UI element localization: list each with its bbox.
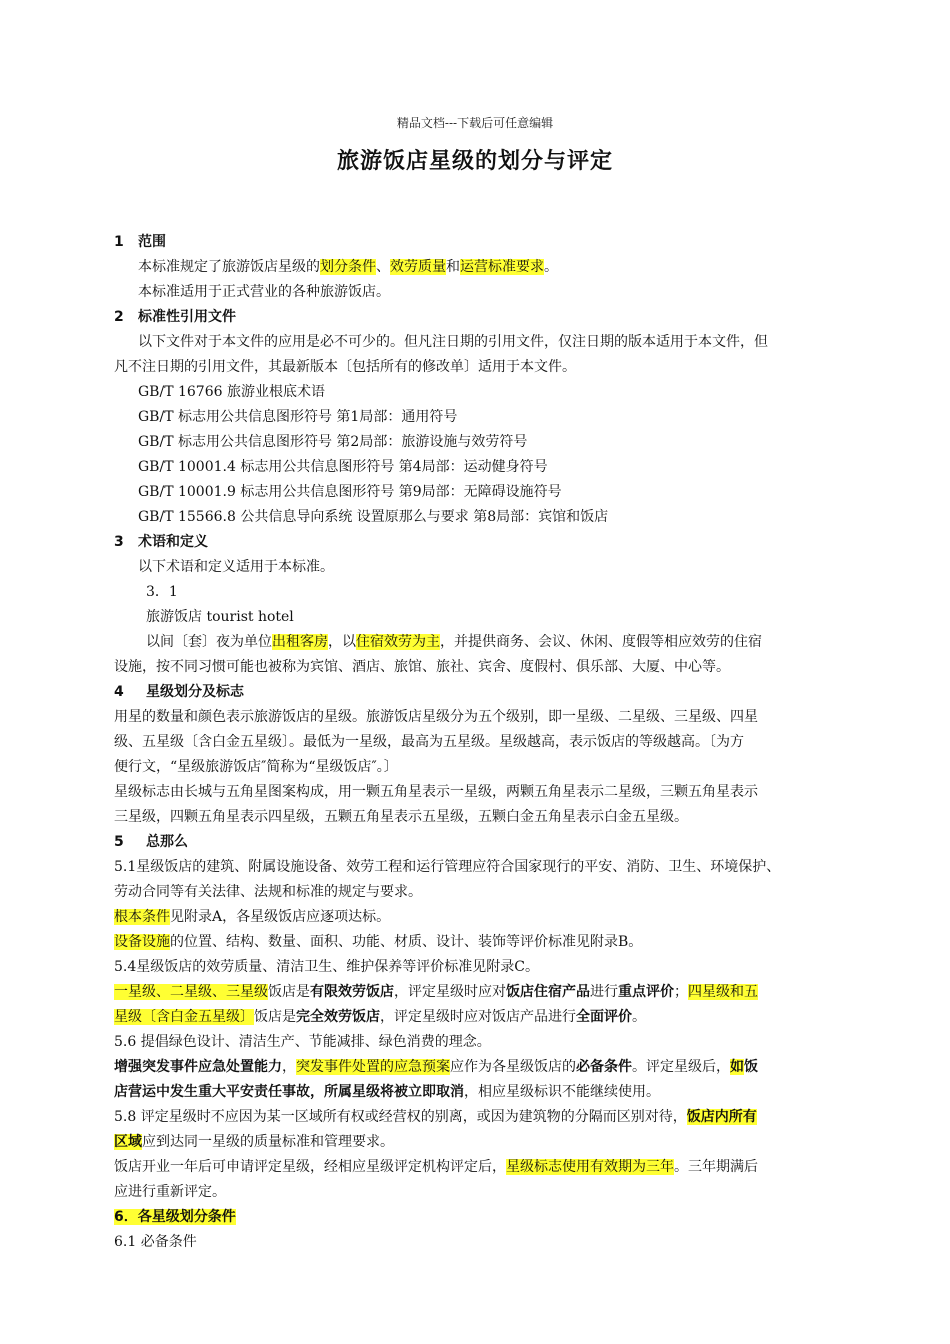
clause-5-8-line-1: 5.8 评定星级时不应因为某一区域所有权或经营权的别离，或因为建筑物的分隔而区别对待，饭店内所有 (114, 1109, 757, 1125)
clause-5-9-line-2: 应进行重新评定。 (114, 1184, 226, 1200)
clause-5-4: 5.4星级饭店的效劳质量、清洁卫生、维护保养等评价标准见附录C。 (114, 959, 539, 975)
reference-item: GB/T 15566.8 公共信息导向系统 设置原那么与要求 第8局部：宾馆和饭店 (138, 509, 609, 525)
section-4-heading: 4 星级划分及标志 (114, 684, 244, 700)
term-definition-line-1: 以间〔套〕夜为单位出租客房，以住宿效劳为主，并提供商务、会议、休闲、度假等相应效劳的住宿 (146, 634, 762, 650)
clause-5-5-line-2: 星级〔含白金五星级〕饭店是完全效劳饭店，评定星级时应对饭店产品进行全面评价。 (114, 1009, 646, 1025)
section-6-heading: 6．各星级划分条件 (114, 1209, 236, 1225)
clause-5-1-line-2: 劳动合同等有关法律、法规和标准的规定与要求。 (114, 884, 422, 900)
section-1-para-2: 本标准适用于正式营业的各种旅游饭店。 (138, 284, 390, 300)
clause-5-5-line-1: 一星级、二星级、三星级饭店是有限效劳饭店，评定星级时应对饭店住宿产品进行重点评价；四星级和五 (114, 984, 758, 1000)
document-title: 旅游饭店星级的划分与评定 (336, 149, 613, 174)
reference-item: GB/T 标志用公共信息图形符号 第1局部：通用符号 (138, 409, 458, 425)
section-3-heading: 3 术语和定义 (114, 534, 208, 550)
reference-item: GB/T 16766 旅游业根底术语 (138, 384, 325, 400)
section-5-heading: 5 总那么 (114, 834, 188, 850)
section-1-para-1: 本标准规定了旅游饭店星级的划分条件、效劳质量和运营标准要求。 (138, 259, 558, 275)
section-2-para-line-2: 凡不注日期的引用文件，其最新版本〔包括所有的修改单〕适用于本文件。 (114, 359, 576, 375)
section-3-intro: 以下术语和定义适用于本标准。 (138, 559, 334, 575)
section-4-line-4: 星级标志由长城与五角星图案构成，用一颗五角星表示一星级，两颗五角星表示二星级，三颗五角星表示 (114, 784, 758, 800)
section-1-heading: 1 范围 (114, 234, 166, 250)
section-4-line-5: 三星级，四颗五角星表示四星级，五颗五角星表示五星级，五颗白金五角星表示白金五星级。 (114, 809, 688, 825)
clause-5-8-line-2: 区域应到达同一星级的质量标准和管理要求。 (114, 1134, 394, 1150)
section-2-heading: 2 标准性引用文件 (114, 309, 236, 325)
clause-5-7-line-1: 增强突发事件应急处置能力，突发事件处置的应急预案应作为各星级饭店的必备条件。评定星级后，如饭 (114, 1059, 758, 1075)
clause-5-7-line-2: 店营运中发生重大平安责任事故，所属星级将被立即取消，相应星级标识不能继续使用。 (114, 1084, 660, 1100)
reference-item: GB/T 10001.4 标志用公共信息图形符号 第4局部：运动健身符号 (138, 459, 548, 475)
subsection-6-1: 6.1 必备条件 (114, 1234, 197, 1250)
clause-basic-conditions: 根本条件见附录A，各星级饭店应逐项达标。 (114, 909, 391, 925)
clause-5-6: 5.6 提倡绿色设计、清洁生产、节能减排、绿色消费的理念。 (114, 1034, 491, 1050)
clause-5-1-line-1: 5.1星级饭店的建筑、附属设施设备、效劳工程和运行管理应符合国家现行的平安、消防、卫生、环境保护、 (114, 859, 781, 875)
term-definition-line-2: 设施，按不同习惯可能也被称为宾馆、酒店、旅馆、旅社、宾舍、度假村、俱乐部、大厦、中心等。 (114, 659, 730, 675)
reference-item: GB/T 10001.9 标志用公共信息图形符号 第9局部：无障碍设施符号 (138, 484, 562, 500)
subsection-number: 3．1 (146, 584, 178, 600)
page-header: 精品文档---下载后可任意编辑 (396, 116, 554, 130)
reference-item: GB/T 标志用公共信息图形符号 第2局部：旅游设施与效劳符号 (138, 434, 528, 450)
section-4-line-2: 级、五星级〔含白金五星级〕。最低为一星级，最高为五星级。星级越高，表示饭店的等级越高。〔为方 (114, 734, 744, 750)
section-4-line-3: 便行文，“星级旅游饭店″简称为“星级饭店″。〕 (114, 759, 398, 775)
section-2-para-line-1: 以下文件对于本文件的应用是必不可少的。但凡注日期的引用文件，仅注日期的版本适用于本文件，但 (138, 334, 768, 350)
term-name: 旅游饭店 tourist hotel (146, 609, 294, 625)
clause-5-9-line-1: 饭店开业一年后可申请评定星级，经相应星级评定机构评定后，星级标志使用有效期为三年。三年期满后 (114, 1159, 758, 1175)
section-4-line-1: 用星的数量和颜色表示旅游饭店的星级。旅游饭店星级分为五个级别，即一星级、二星级、三星级、四星 (114, 709, 758, 725)
clause-facilities: 设备设施的位置、结构、数量、面积、功能、材质、设计、装饰等评价标准见附录B。 (114, 934, 643, 950)
